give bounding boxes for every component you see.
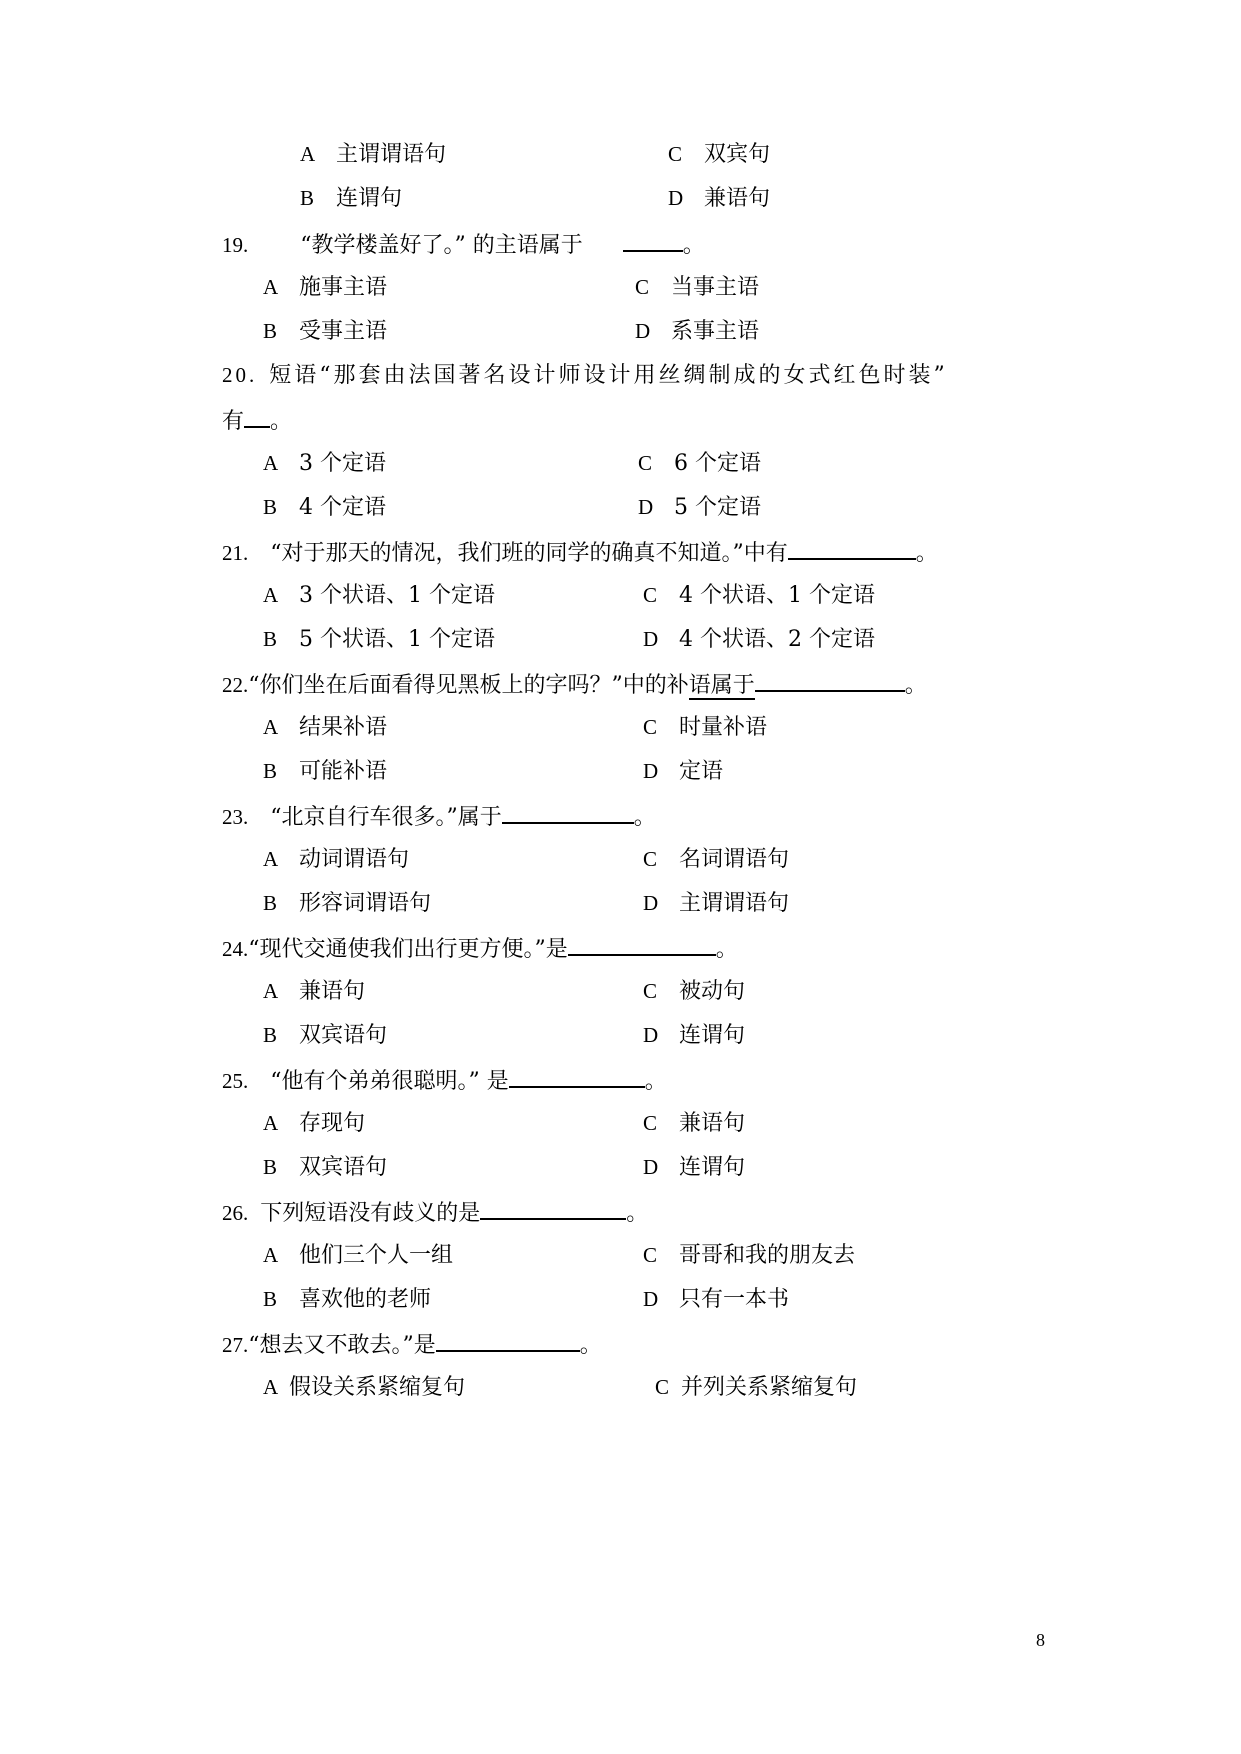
question-21 <box>222 536 938 566</box>
option-letter: C <box>643 847 658 871</box>
option-text: 4 个状语、1 个定语 <box>679 583 875 608</box>
question-stem: “他有个弟弟很聪明。” 是 <box>270 1069 509 1094</box>
q25-option-d <box>643 1152 745 1182</box>
question-end: 。 <box>633 805 656 830</box>
option-letter: A <box>263 715 279 739</box>
option-text: 施事主语 <box>299 275 388 300</box>
option-text: 3 个状语、1 个定语 <box>299 583 495 608</box>
question-24 <box>222 932 738 962</box>
q23-option-a <box>263 844 409 874</box>
answer-blank[interactable] <box>502 800 634 824</box>
option-letter: A <box>263 275 279 299</box>
option-text: 连谓句 <box>679 1155 746 1180</box>
q22-option-a <box>263 712 387 742</box>
question-end: 。 <box>270 409 293 434</box>
option-text: 当事主语 <box>671 275 760 300</box>
option-letter: A <box>263 1375 279 1399</box>
option-text: 结果补语 <box>299 715 388 740</box>
question-number: 22. <box>222 673 249 697</box>
option-text: 并列关系紧缩复句 <box>681 1375 858 1400</box>
option-text: 假设关系紧缩复句 <box>289 1375 466 1400</box>
question-number: 27. <box>222 1333 249 1357</box>
option-text: 5 个定语 <box>674 495 761 520</box>
question-stem: “想去又不敢去。”是 <box>248 1333 436 1358</box>
option-letter: A <box>263 979 279 1003</box>
q21-option-b <box>263 624 495 654</box>
option-text: 动词谓语句 <box>299 847 410 872</box>
question-end: 。 <box>915 541 938 566</box>
question-end: 。 <box>715 937 738 962</box>
q24-option-d <box>643 1020 745 1050</box>
q27-option-c <box>655 1372 857 1402</box>
q19-option-b <box>263 316 387 346</box>
question-number: 25. <box>222 1069 249 1093</box>
answer-blank[interactable] <box>436 1328 580 1352</box>
question-20 <box>222 360 948 390</box>
q24-option-b <box>263 1020 387 1050</box>
question-number: 26. <box>222 1201 249 1225</box>
q22-option-d <box>643 756 723 786</box>
option-letter: D <box>643 759 659 783</box>
question-end: 。 <box>626 1201 649 1226</box>
option-letter: A <box>263 1243 279 1267</box>
option-text: 被动句 <box>679 979 746 1004</box>
q26-option-c <box>643 1240 855 1270</box>
option-letter: D <box>635 319 651 343</box>
option-text: 受事主语 <box>299 319 388 344</box>
q22-option-b <box>263 756 387 786</box>
option-text: 名词谓语句 <box>679 847 790 872</box>
option-letter: A <box>263 1111 279 1135</box>
option-text: 存现句 <box>299 1111 366 1136</box>
q19-option-a <box>263 272 387 302</box>
question-19 <box>222 228 705 258</box>
question-stem-cont: 有 <box>222 409 245 434</box>
option-text: 时量补语 <box>679 715 768 740</box>
question-25 <box>222 1064 667 1094</box>
q19-option-d <box>635 316 759 346</box>
option-letter: D <box>643 1155 659 1179</box>
q23-option-c <box>643 844 789 874</box>
question-end: 。 <box>682 233 705 258</box>
option-letter: C <box>643 1243 658 1267</box>
question-23 <box>222 800 656 830</box>
option-text: 连谓句 <box>336 186 403 211</box>
option-letter: C <box>643 1111 658 1135</box>
q20-option-c <box>638 448 761 478</box>
option-text: 兼语句 <box>299 979 366 1004</box>
question-end: 。 <box>904 673 927 698</box>
option-letter: A <box>263 847 279 871</box>
option-text: 他们三个人一组 <box>299 1243 454 1268</box>
question-number: 20. <box>222 363 258 387</box>
question-stem: “北京自行车很多。”属于 <box>270 805 502 830</box>
answer-blank[interactable] <box>755 668 905 692</box>
option-letter: B <box>263 1287 278 1311</box>
option-letter: B <box>263 319 278 343</box>
answer-blank[interactable] <box>244 404 270 428</box>
option-text: 兼语句 <box>679 1111 746 1136</box>
question-stem: “现代交通使我们出行更方便。”是 <box>248 937 568 962</box>
option-letter: B <box>263 627 278 651</box>
question-number: 21. <box>222 541 249 565</box>
answer-blank[interactable] <box>623 228 683 252</box>
option-text: 兼语句 <box>704 186 771 211</box>
option-letter: A <box>263 451 279 475</box>
question-stem: “对于那天的情况，我们班的同学的确真不知道。”中有 <box>270 541 788 566</box>
option-letter: D <box>638 495 654 519</box>
q22-option-c <box>643 712 767 742</box>
option-letter: A <box>300 142 316 166</box>
option-text: 定语 <box>679 759 724 784</box>
q18-option-b <box>300 183 402 213</box>
option-text: 连谓句 <box>679 1023 746 1048</box>
q18-option-c <box>668 139 770 169</box>
option-letter: B <box>263 1023 278 1047</box>
option-letter: C <box>635 275 650 299</box>
option-text: 可能补语 <box>299 759 388 784</box>
option-letter: B <box>263 759 278 783</box>
q24-option-a <box>263 976 365 1006</box>
option-letter: C <box>668 142 683 166</box>
option-letter: B <box>263 1155 278 1179</box>
question-stem: 短语“那套由法国著名设计师设计用丝绸制成的女式红色时装” <box>269 363 948 388</box>
question-22 <box>222 668 927 698</box>
option-text: 主谓谓语句 <box>336 142 447 167</box>
option-letter: D <box>668 186 684 210</box>
option-letter: D <box>643 1023 659 1047</box>
answer-blank[interactable] <box>788 536 916 560</box>
question-number: 19. <box>222 233 249 257</box>
q24-option-c <box>643 976 745 1006</box>
q23-option-d <box>643 888 789 918</box>
option-text: 4 个状语、2 个定语 <box>679 627 875 652</box>
q26-option-a <box>263 1240 453 1270</box>
option-text: 形容词谓语句 <box>299 891 432 916</box>
question-27 <box>222 1328 602 1358</box>
option-letter: C <box>643 715 658 739</box>
q25-option-c <box>643 1108 745 1138</box>
question-26 <box>222 1196 648 1226</box>
option-text: 哥哥和我的朋友去 <box>679 1243 856 1268</box>
question-number: 24. <box>222 937 249 961</box>
option-text: 系事主语 <box>671 319 760 344</box>
option-text: 只有一本书 <box>679 1287 790 1312</box>
option-letter: A <box>263 583 279 607</box>
option-text: 喜欢他的老师 <box>299 1287 432 1312</box>
question-stem-underlined: 语属于 <box>688 673 755 698</box>
question-20-line2 <box>222 404 292 434</box>
option-letter: C <box>638 451 653 475</box>
q21-option-c <box>643 580 875 610</box>
question-stem: “你们坐在后面看得见黑板上的字吗？”中的补 <box>248 673 689 698</box>
option-letter: C <box>655 1375 670 1399</box>
option-text: 3 个定语 <box>299 451 386 476</box>
option-text: 6 个定语 <box>674 451 761 476</box>
q27-option-a <box>263 1372 465 1402</box>
option-letter: D <box>643 891 659 915</box>
option-letter: C <box>643 583 658 607</box>
q18-option-d <box>668 183 770 213</box>
question-number: 23. <box>222 805 249 829</box>
option-letter: D <box>643 1287 659 1311</box>
page-number: 8 <box>1036 1630 1045 1650</box>
option-letter: D <box>643 627 659 651</box>
answer-blank[interactable] <box>480 1196 626 1220</box>
option-text: 双宾句 <box>704 142 771 167</box>
q18-option-a <box>300 139 446 169</box>
option-letter: C <box>643 979 658 1003</box>
q21-option-a <box>263 580 495 610</box>
answer-blank[interactable] <box>509 1064 645 1088</box>
option-letter: B <box>300 186 315 210</box>
question-stem: “教学楼盖好了。” 的主语属于 <box>300 233 583 258</box>
option-letter: B <box>263 891 278 915</box>
question-end: 。 <box>579 1333 602 1358</box>
q23-option-b <box>263 888 431 918</box>
q25-option-b <box>263 1152 387 1182</box>
option-text: 4 个定语 <box>299 495 386 520</box>
q26-option-d <box>643 1284 789 1314</box>
answer-blank[interactable] <box>568 932 716 956</box>
question-end: 。 <box>644 1069 667 1094</box>
q20-option-b <box>263 492 386 522</box>
q21-option-d <box>643 624 875 654</box>
option-text: 双宾语句 <box>299 1023 388 1048</box>
question-stem: 下列短语没有歧义的是 <box>260 1201 481 1226</box>
q20-option-a <box>263 448 386 478</box>
option-text: 双宾语句 <box>299 1155 388 1180</box>
q26-option-b <box>263 1284 431 1314</box>
option-letter: B <box>263 495 278 519</box>
q25-option-a <box>263 1108 365 1138</box>
option-text: 5 个状语、1 个定语 <box>299 627 495 652</box>
q20-option-d <box>638 492 761 522</box>
q19-option-c <box>635 272 759 302</box>
option-text: 主谓谓语句 <box>679 891 790 916</box>
